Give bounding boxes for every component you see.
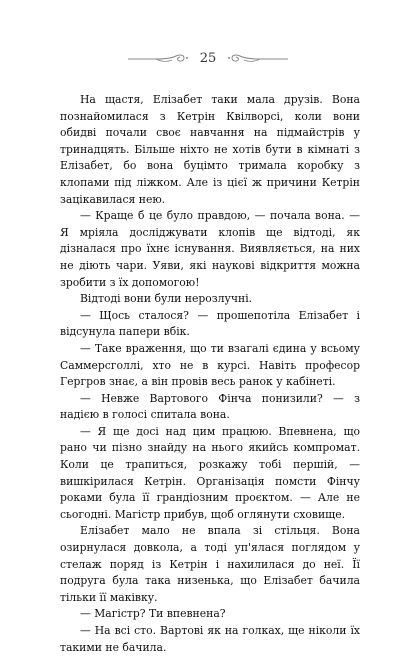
paragraph: — Краще б це було правдою, — почала вона. — Я мріяла досліджувати клопів ще відтоді, як дізналася про їхнє існування. Виявляється, на них не діють чари. Уяви, які наукові відкриття можна зробити з їх допомогою! [60, 209, 360, 289]
paragraph: — Магістр? Ти впевнена? [80, 607, 226, 621]
paragraph: — Невже Вартового Фінча понизили? — з надією в голосі спитала вона. [60, 391, 360, 422]
paragraph: — Таке враження, що ти взагалі єдина у всьому Саммерсголлі, хто не в курсі. Навіть професор Гергров знає, а він провів весь ранок у кабінеті. [60, 341, 360, 389]
paragraph: — На всі сто. Вартові як на голках, ще ніколи їх такими не бачила. [60, 624, 360, 654]
flourish-right-icon [226, 51, 290, 65]
paragraph: — Я ще досі над цим працюю. Впевнена, що рано чи пізно знайду на нього якийсь компромат. Коли це трапиться, розкажу тобі першій, — вишкірилася Кетрін. Організація помсти Фінчу роками була її грандіозним проєктом. — Але не сьогодні. Магістр прибув, щоб оглянути сховище. [60, 424, 360, 521]
page-header [0, 46, 416, 70]
paragraph: — Щось сталося? — прошепотіла Елізабет і відсунула папери вбік. [60, 308, 360, 339]
page-number: 25 [199, 50, 217, 66]
paragraph: Відтоді вони були нерозлучні. [80, 292, 253, 306]
flourish-left-icon [126, 51, 190, 65]
body-text [60, 92, 360, 656]
paragraph: Елізабет мало не впала зі стільця. Вона озирнулася довкола, а тоді уп'ялася поглядом у стелаж поряд із Кетрін і нахилилася до неї. Її подруга була така низенька, що Елізабет бачила тільки її маківку. [60, 524, 360, 604]
paragraph: На щастя, Елізабет таки мала друзів. Вона познайомилася з Кетрін Квілворсі, коли вони обидві почали своє навчання на підмайстрів у тринадцять. Більше ніхто не хотів бути в кімнаті з Елізабет, бо вона буцімто тримала коробку з клопами під ліжком. Але із цієї ж причини Кетрін зацікавилася нею. [60, 93, 360, 206]
